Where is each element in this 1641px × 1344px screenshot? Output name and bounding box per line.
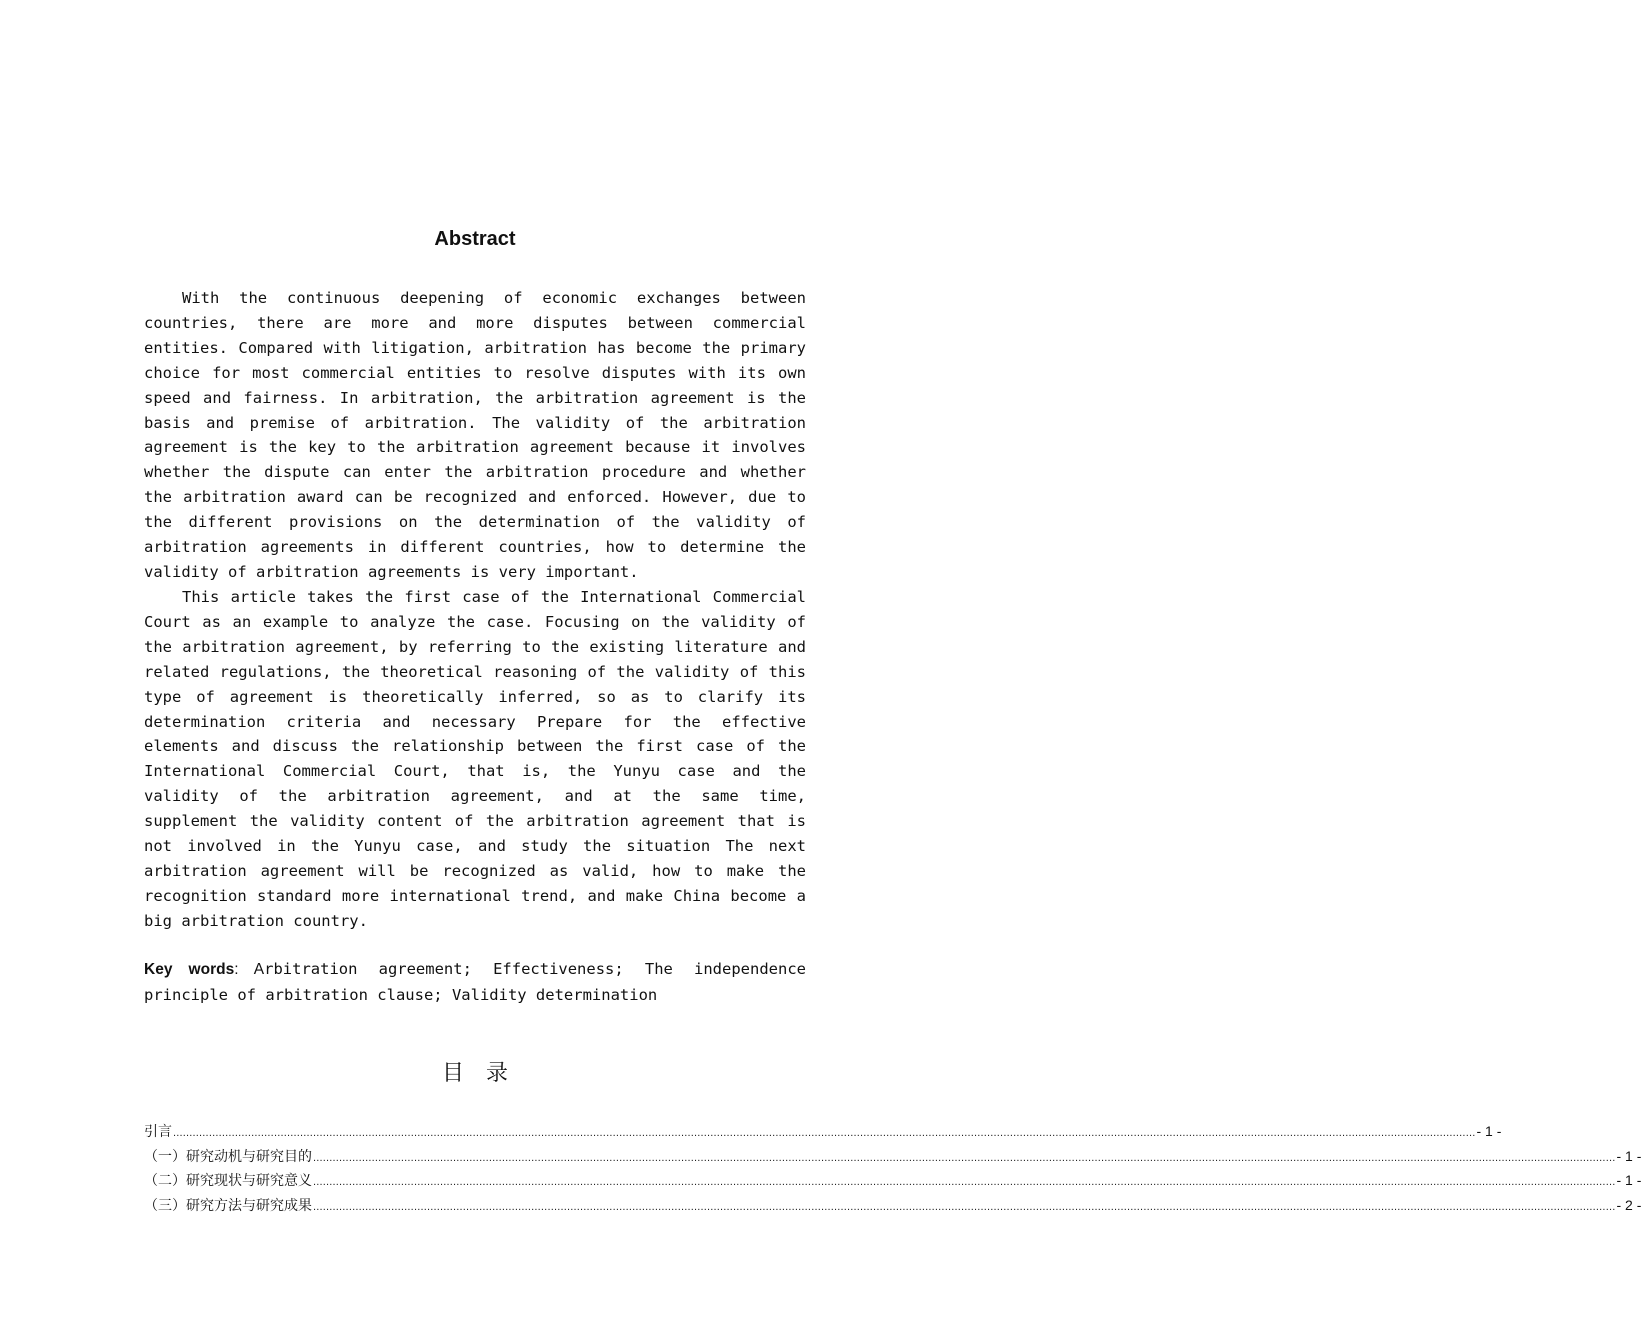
toc-entry[interactable] (144, 1146, 1641, 1171)
abstract-paragraph-2: This article takes the first case of the International Commercial Court as an example to analyze the case. Focusing on the validity of the arbitration agreement, by referring to the existing literature and related regulations, the theoretical reasoning of the validity of this type of agreement is theoretically inferred, so as to clarify its determination criteria and necessary Prepare for the effective elements and discuss the relationship between the first case of the International Commercial Court, that is, the Yunyu case and the validity of the arbitration agreement, and at the same time, supplement the validity content of the arbitration agreement that is not involved in the Yunyu case, and study the situation The next arbitration agreement will be recognized as valid, how to make the recognition standard more international trend, and make China become a big arbitration country. (144, 588, 806, 930)
keywords-line (144, 957, 806, 1008)
toc-entry-title: （一）研究动机与研究目的 (144, 1148, 312, 1165)
toc-entry[interactable] (144, 1195, 1641, 1220)
toc-entry-page: - 1 - (1616, 1147, 1641, 1164)
toc-entry[interactable] (144, 1121, 1502, 1146)
toc-heading: 目录 (441, 1061, 530, 1086)
table-of-contents (144, 1121, 1641, 1219)
toc-dot-leader: ................................................................................................................................................................................................................................................................................................................................................................................................................ (313, 1200, 1616, 1213)
toc-dot-leader: ................................................................................................................................................................................................................................................................................................................................................................................................................ (313, 1176, 1616, 1188)
keywords-first-letter: A (253, 961, 265, 978)
toc-entry-title: 引言 (144, 1124, 172, 1140)
toc-entry-page: - 1 - (1616, 1172, 1641, 1188)
toc-dot-leader: ................................................................................................................................................................................................................................................................................................................................................................................................................ (313, 1151, 1616, 1164)
toc-dot-leader: ................................................................................................................................................................................................................................................................................................................................................................................................................ (173, 1127, 1476, 1139)
toc-entry-page: - 1 - (1476, 1123, 1502, 1139)
keywords-text: rbitration agreement; Effectiveness; The independence principle of arbitration clause; Validity determination (144, 960, 806, 1004)
toc-entry-title: （三）研究方法与研究成果 (144, 1197, 312, 1214)
abstract-paragraph-1: With the continuous deepening of economic exchanges between countries, there are more and more disputes between commercial entities. Compared with litigation, arbitration has become the primary choice for most commercial entities to resolve disputes with its own speed and fairness. In arbitration, the arbitration agreement is the basis and premise of arbitration. The validity of the arbitration agreement is the key to the arbitration agreement because it involves whether the dispute can enter the arbitration procedure and whether the arbitration award can be recognized and enforced. However, due to the different provisions on the determination of the validity of arbitration agreements in different countries, how to determine the validity of arbitration agreements is very important. (144, 289, 806, 581)
keywords-label: Key words (144, 961, 235, 978)
abstract-heading: Abstract (434, 228, 516, 250)
toc-entry-title: （二）研究现状与研究意义 (144, 1173, 312, 1189)
toc-entry[interactable] (144, 1170, 1641, 1195)
toc-entry-page: - 2 - (1616, 1196, 1641, 1213)
keywords-separator: : (234, 961, 254, 978)
